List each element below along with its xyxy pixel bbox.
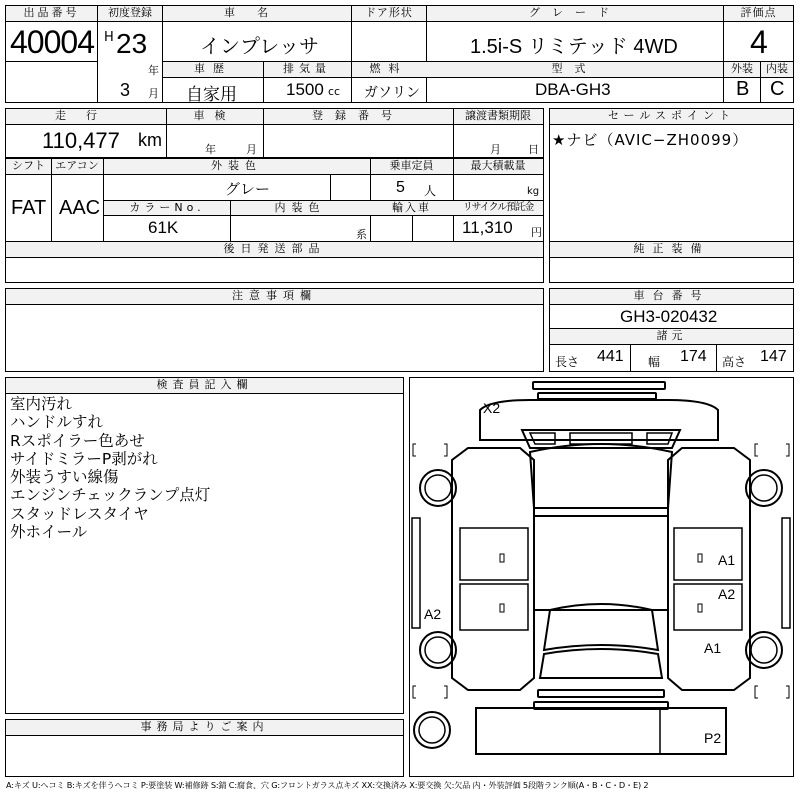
displacement-label: 排気量	[283, 62, 331, 75]
office-label: 事務局よりご案内	[140, 720, 269, 733]
sales-point-value: ★ナビ（AVIC−ZH0099）	[552, 131, 749, 149]
mark-a1-top: A1	[718, 552, 736, 568]
int-color-label: 内装色	[274, 201, 326, 214]
ext-color-value: グレー	[225, 180, 271, 198]
first-reg-year: 23	[116, 28, 148, 59]
first-reg-month-unit: 月	[148, 87, 159, 100]
shift-label: シフト	[12, 159, 45, 172]
capacity-unit: 人	[424, 184, 437, 198]
inspection-year-unit: 年	[205, 143, 216, 156]
inspector-line: サイドミラーP剥がれ	[10, 449, 158, 468]
height-value: 147	[760, 348, 787, 365]
recycle-value: 11,310	[462, 218, 513, 237]
mark-a2-right: A2	[718, 586, 736, 602]
spec-label: 諸元	[656, 329, 687, 342]
import-label: 輸入車	[392, 201, 431, 214]
genuine-label: 純正装備	[633, 242, 710, 255]
door-label: ドア形状	[365, 6, 413, 19]
displacement-value: 1500	[286, 80, 324, 99]
first-reg-month: 3	[120, 80, 131, 100]
car-diagram-svg	[410, 378, 793, 776]
grade-label: グレード	[529, 6, 621, 19]
color-no-value: 61K	[148, 218, 179, 237]
chassis-value: GH3-020432	[620, 307, 718, 326]
max-load-label: 最大積載量	[470, 159, 526, 172]
aircon-label: エアコン	[55, 159, 99, 172]
lot-no-value: 40004	[10, 24, 94, 60]
transfer-month-unit: 月	[490, 143, 501, 156]
car-name-label: 車名	[224, 6, 290, 19]
inspector-line: ハンドルすれ	[10, 413, 104, 432]
first-reg-era: H	[104, 30, 114, 45]
grade-value: 1.5i-S リミテッド 4WD	[470, 36, 678, 58]
width-label: 幅	[648, 355, 661, 369]
aircon-value: AAC	[59, 197, 101, 219]
inspector-line: Rスポイラー色あせ	[10, 431, 145, 450]
height-label: 高さ	[722, 355, 747, 369]
recycle-unit: 円	[531, 226, 542, 239]
mileage-unit: km	[138, 130, 162, 150]
inspector-line: 外装うすい線傷	[10, 468, 119, 487]
legend-text: A:キズ U:ヘコミ B:キズを伴うヘコミ P:要塗装 W:補修跡 S:錆 C:腐食、穴 G:フロントガラス点キズ XX:交換済み X:要交換 欠:欠品 内・外装評価 5段階ランク順(A・B・C・D・E) 2	[6, 780, 649, 790]
shift-value: FAT	[11, 197, 47, 219]
inspector-line: エンジンチェックランプ点灯	[10, 486, 211, 505]
chassis-label: 車台番号	[633, 289, 710, 302]
score-value: 4	[750, 24, 768, 60]
score-ext-value: B	[736, 78, 750, 100]
displacement-unit: cc	[328, 85, 341, 98]
history-value: 自家用	[186, 85, 237, 105]
later-parts-label: 後日発送部品	[223, 242, 326, 255]
transfer-day-unit: 日	[528, 143, 539, 156]
model-value: DBA-GH3	[535, 80, 611, 99]
inspector-label: 検査員記入欄	[156, 378, 253, 391]
max-load-unit: kg	[527, 186, 540, 197]
mark-p2: P2	[704, 730, 722, 746]
int-color-unit: 系	[356, 228, 367, 241]
color-no-label: カラーNo.	[129, 201, 205, 214]
damage-diagram	[409, 377, 794, 777]
score-int-label: 内装	[766, 62, 788, 75]
inspector-line: 室内汚れ	[10, 395, 73, 413]
score-int-value: C	[770, 78, 785, 100]
inspector-lines	[10, 395, 210, 541]
capacity-label: 乗車定員	[389, 159, 434, 172]
width-value: 174	[680, 348, 707, 365]
mark-a2-left: A2	[424, 606, 442, 622]
inspector-line: 外ホイール	[10, 523, 88, 542]
score-ext-label: 外装	[731, 62, 753, 75]
car-name-value: インプレッサ	[200, 34, 319, 58]
first-reg-label: 初度登録	[108, 6, 152, 19]
mileage-label: 走行	[55, 109, 117, 122]
capacity-value: 5	[396, 179, 405, 196]
score-label: 評価点	[740, 6, 777, 19]
mark-a1-bottom: A1	[704, 640, 722, 656]
inspection-label: 車検	[193, 109, 236, 122]
inspection-month-unit: 月	[246, 143, 257, 156]
sales-point-label: セールスポイント	[607, 109, 735, 122]
transfer-label: 譲渡書類期限	[465, 109, 531, 122]
lot-no-label: 出品番号	[23, 6, 80, 19]
fuel-label: 燃料	[369, 62, 408, 75]
model-label: 型式	[551, 62, 598, 75]
inspector-line: スタッドレスタイヤ	[10, 504, 149, 523]
mileage-value: 110,477	[42, 128, 120, 153]
fuel-value: ガソリン	[364, 85, 420, 101]
ext-color-label: 外装色	[211, 159, 262, 172]
length-value: 441	[597, 348, 624, 365]
first-reg-year-unit: 年	[148, 64, 159, 77]
history-label: 車歴	[194, 62, 232, 75]
notes-label: 注意事項欄	[232, 289, 317, 302]
recycle-label: リサイクル預託金	[462, 202, 534, 213]
reg-no-label: 登録番号	[312, 109, 404, 122]
length-label: 長さ	[555, 355, 580, 369]
mark-x2: X2	[483, 400, 501, 416]
